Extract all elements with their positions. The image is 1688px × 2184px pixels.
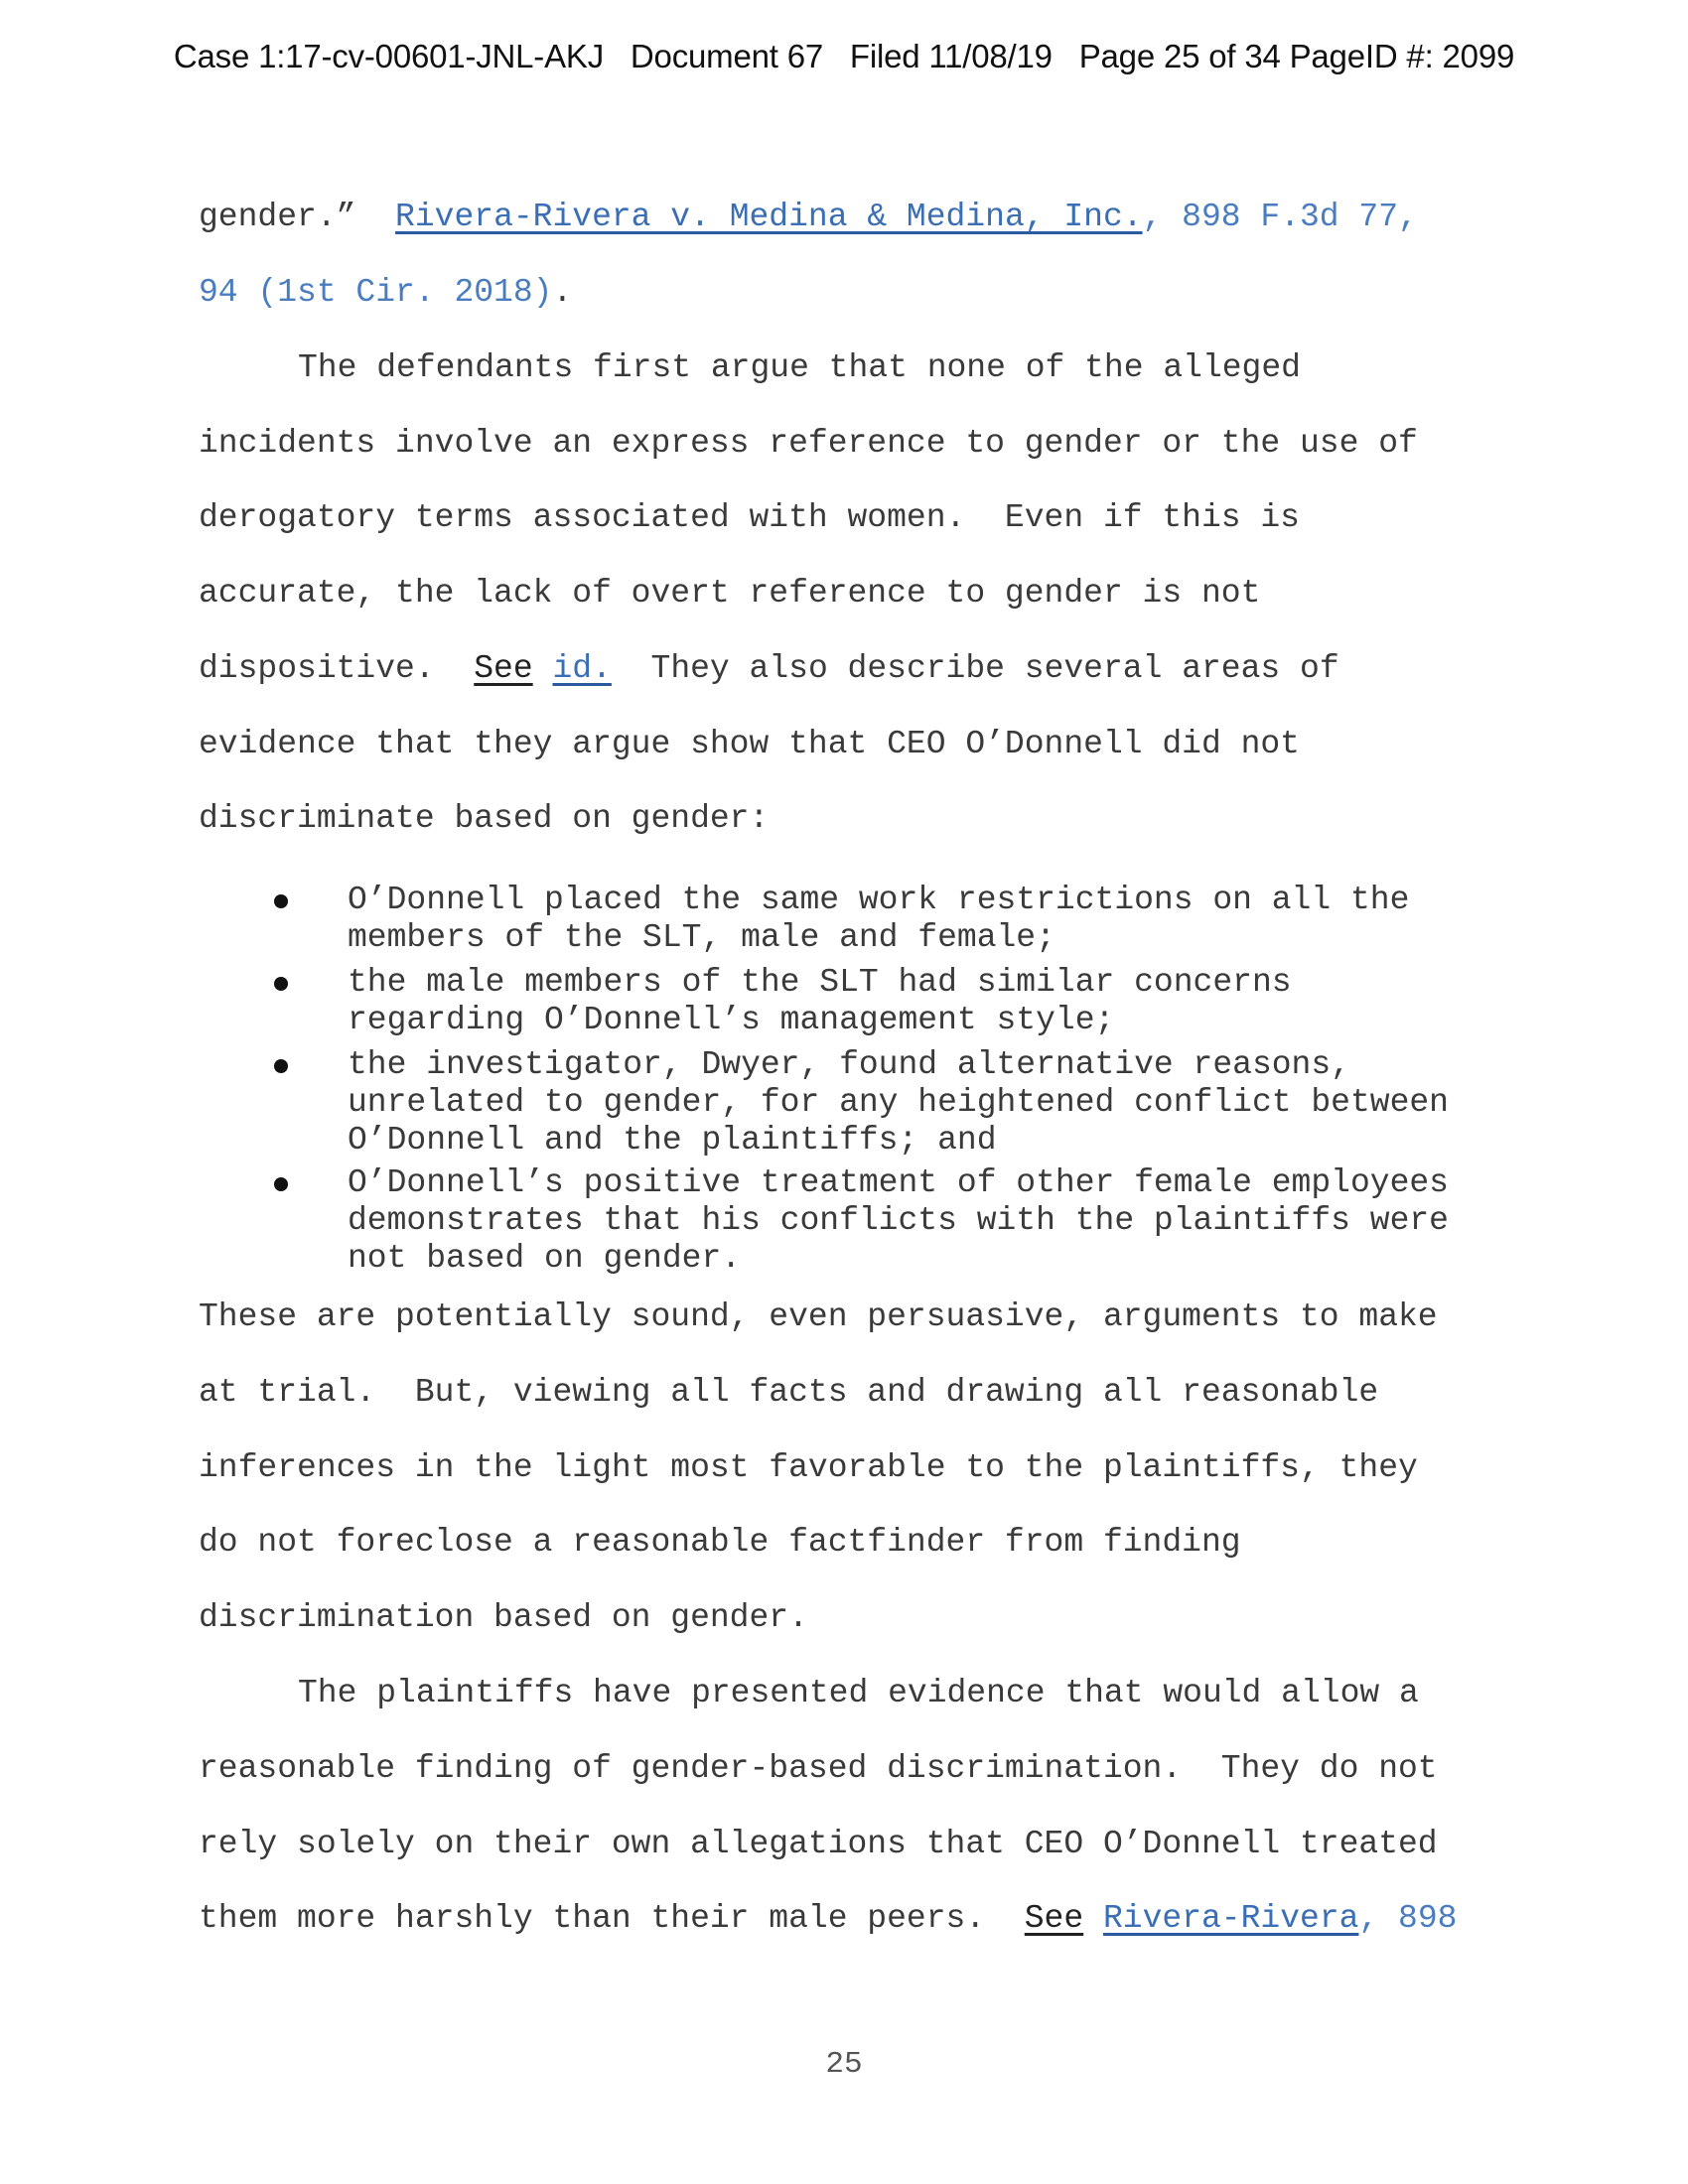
bullet-dot — [274, 894, 288, 908]
bullet-dot — [274, 1059, 288, 1073]
case-header: Case 1:17-cv-00601-JNL-AKJ Document 67 Filed 11/08/19 Page 25 of 34 PageID #: 2099 — [173, 38, 1515, 74]
citation-reporter: , 898 F.3d 77, — [1142, 199, 1418, 235]
id-citation-link[interactable]: id. — [552, 650, 612, 687]
bullet-line: members of the SLT, male and female; — [348, 919, 1055, 956]
bullet-line: not based on gender. — [348, 1240, 742, 1277]
text-segment: . — [552, 274, 573, 311]
bullet-line: O’Donnell placed the same work restrictions on all the — [348, 882, 1410, 918]
body-line: rely solely on their own allegations that CEO O’Donnell treated — [199, 1826, 1438, 1862]
body-line: inferences in the light most favorable to the plaintiffs, they — [199, 1449, 1418, 1486]
see-signal: See — [1024, 1900, 1084, 1937]
body-line — [199, 1901, 1457, 1937]
bullet-line: unrelated to gender, for any heightened conflict between — [348, 1084, 1449, 1121]
text-segment: dispositive. — [199, 650, 475, 687]
body-line: evidence that they argue show that CEO O’Donnell did not — [199, 726, 1300, 762]
citation-court-year: 94 (1st Cir. 2018) — [199, 274, 553, 311]
text-segment: them more harshly than their male peers. — [199, 1900, 1025, 1937]
case-citation-link[interactable]: Rivera-Rivera — [1102, 1900, 1359, 1937]
body-line: at trial. But, viewing all facts and drawing all reasonable — [199, 1374, 1379, 1411]
body-line: The defendants first argue that none of the alleged — [298, 349, 1301, 386]
bullet-dot — [274, 977, 288, 991]
bullet-line: O’Donnell’s positive treatment of other female employees — [348, 1164, 1449, 1201]
bullet-line: demonstrates that his conflicts with the plaintiffs were — [348, 1202, 1449, 1239]
body-line: incidents involve an express reference to gender or the use of — [199, 425, 1418, 462]
bullet-dot — [274, 1177, 288, 1191]
text-segment — [1083, 1900, 1103, 1937]
see-signal: See — [474, 650, 533, 687]
body-line — [199, 651, 1339, 687]
text-segment: They also describe several areas of — [611, 650, 1339, 687]
citation-reporter: , 898 — [1358, 1900, 1458, 1937]
body-line — [199, 200, 1418, 235]
body-line: reasonable finding of gender-based discrimination. They do not — [199, 1750, 1438, 1787]
body-line: These are potentially sound, even persuasive, arguments to make — [199, 1298, 1438, 1335]
bullet-line: the investigator, Dwyer, found alternative reasons, — [348, 1046, 1350, 1083]
bullet-line: regarding O’Donnell’s management style; — [348, 1002, 1115, 1038]
bullet-line: the male members of the SLT had similar concerns — [348, 964, 1292, 1001]
bullet-line: O’Donnell and the plaintiffs; and — [348, 1122, 997, 1159]
body-line: discriminate based on gender: — [199, 800, 770, 837]
text-segment — [533, 650, 553, 687]
body-line: discrimination based on gender. — [199, 1599, 808, 1636]
body-line — [199, 275, 572, 311]
body-line: do not foreclose a reasonable factfinder from finding — [199, 1524, 1241, 1561]
page-number: 25 — [825, 2047, 863, 2082]
body-line: derogatory terms associated with women. Even if this is — [199, 499, 1300, 536]
case-citation-link[interactable]: Rivera-Rivera v. Medina & Medina, Inc. — [395, 199, 1143, 235]
body-line: The plaintiffs have presented evidence that would allow a — [298, 1675, 1419, 1711]
text-segment: gender.” — [199, 199, 396, 235]
body-line: accurate, the lack of overt reference to gender is not — [199, 575, 1261, 612]
